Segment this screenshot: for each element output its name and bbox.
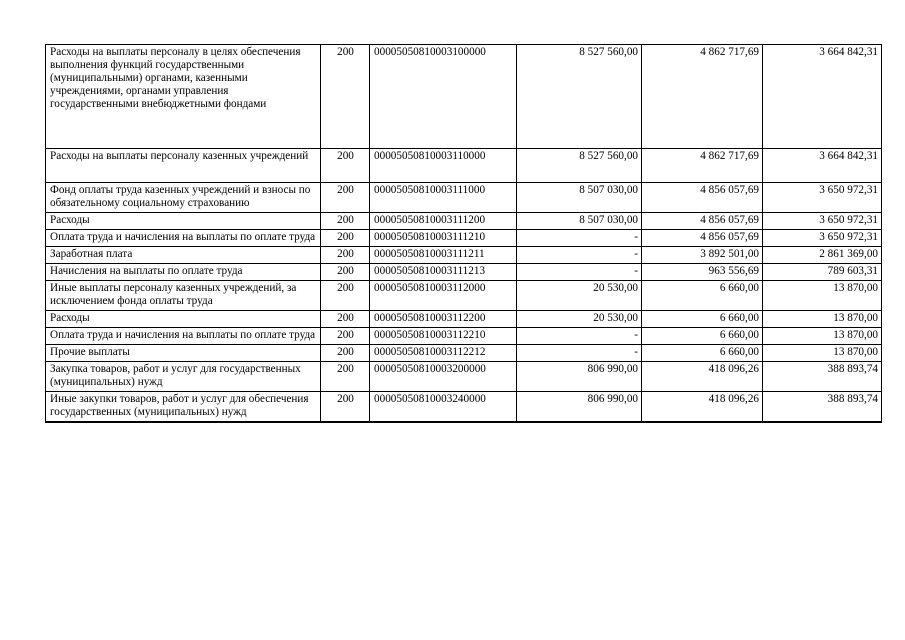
table-row <box>46 311 882 328</box>
row-executed-cell: 963 556,69 <box>642 264 763 281</box>
table-row <box>46 328 882 345</box>
row-approved-cell: 8 507 030,00 <box>517 183 642 213</box>
row-code-cell: 200 <box>321 247 370 264</box>
row-executed-cell: 4 856 057,69 <box>642 183 763 213</box>
table-row <box>46 345 882 362</box>
row-unexecuted-cell: 3 650 972,31 <box>763 230 882 247</box>
row-approved-cell: 8 527 560,00 <box>517 149 642 183</box>
row-code-cell: 200 <box>321 311 370 328</box>
row-executed-cell: 418 096,26 <box>642 362 763 392</box>
row-approved-cell: - <box>517 345 642 362</box>
row-name-cell: Оплата труда и начисления на выплаты по оплате труда <box>46 328 321 345</box>
table-row <box>46 183 882 213</box>
row-code-cell: 200 <box>321 328 370 345</box>
table-row <box>46 45 882 149</box>
row-kbk-cell: 00005050810003200000 <box>370 362 517 392</box>
row-kbk-cell: 00005050810003112000 <box>370 281 517 311</box>
row-executed-cell: 4 862 717,69 <box>642 149 763 183</box>
row-executed-cell: 6 660,00 <box>642 328 763 345</box>
row-unexecuted-cell: 13 870,00 <box>763 345 882 362</box>
row-kbk-cell: 00005050810003111213 <box>370 264 517 281</box>
row-name-cell: Фонд оплаты труда казенных учреждений и взносы по обязательному социальному страхованию <box>46 183 321 213</box>
row-executed-cell: 6 660,00 <box>642 311 763 328</box>
row-kbk-cell: 00005050810003100000 <box>370 45 517 149</box>
row-code-cell: 200 <box>321 264 370 281</box>
row-unexecuted-cell: 3 664 842,31 <box>763 149 882 183</box>
row-code-cell: 200 <box>321 45 370 149</box>
table-row <box>46 362 882 392</box>
row-name-cell: Прочие выплаты <box>46 345 321 362</box>
row-name-cell: Расходы на выплаты персоналу в целях обеспечения выполнения функций государственными (муниципальными) органами, казенными учреждениями, органами управления государственными внебюджетными фондами <box>46 45 321 149</box>
row-kbk-cell: 00005050810003111000 <box>370 183 517 213</box>
row-executed-cell: 4 856 057,69 <box>642 230 763 247</box>
row-code-cell: 200 <box>321 392 370 423</box>
row-name-cell: Иные закупки товаров, работ и услуг для обеспечения государственных (муниципальных) нужд <box>46 392 321 423</box>
row-executed-cell: 6 660,00 <box>642 345 763 362</box>
row-unexecuted-cell: 3 664 842,31 <box>763 45 882 149</box>
table-row <box>46 264 882 281</box>
row-code-cell: 200 <box>321 213 370 230</box>
row-approved-cell: 20 530,00 <box>517 311 642 328</box>
table-row <box>46 247 882 264</box>
row-approved-cell: - <box>517 328 642 345</box>
row-approved-cell: - <box>517 247 642 264</box>
row-kbk-cell: 00005050810003112212 <box>370 345 517 362</box>
row-approved-cell: - <box>517 264 642 281</box>
row-name-cell: Расходы <box>46 213 321 230</box>
row-approved-cell: 20 530,00 <box>517 281 642 311</box>
row-name-cell: Расходы <box>46 311 321 328</box>
row-unexecuted-cell: 789 603,31 <box>763 264 882 281</box>
row-unexecuted-cell: 13 870,00 <box>763 281 882 311</box>
row-executed-cell: 4 862 717,69 <box>642 45 763 149</box>
row-code-cell: 200 <box>321 281 370 311</box>
table-row <box>46 213 882 230</box>
row-approved-cell: 8 527 560,00 <box>517 45 642 149</box>
row-code-cell: 200 <box>321 149 370 183</box>
row-code-cell: 200 <box>321 345 370 362</box>
row-executed-cell: 6 660,00 <box>642 281 763 311</box>
expenditure-table-body <box>46 45 882 423</box>
row-name-cell: Иные выплаты персоналу казенных учреждений, за исключением фонда оплаты труда <box>46 281 321 311</box>
row-unexecuted-cell: 388 893,74 <box>763 362 882 392</box>
row-kbk-cell: 00005050810003111210 <box>370 230 517 247</box>
row-kbk-cell: 00005050810003112210 <box>370 328 517 345</box>
row-name-cell: Закупка товаров, работ и услуг для государственных (муниципальных) нужд <box>46 362 321 392</box>
row-name-cell: Расходы на выплаты персоналу казенных учреждений <box>46 149 321 183</box>
table-row <box>46 281 882 311</box>
row-unexecuted-cell: 3 650 972,31 <box>763 183 882 213</box>
row-approved-cell: 806 990,00 <box>517 392 642 423</box>
row-kbk-cell: 00005050810003111211 <box>370 247 517 264</box>
row-executed-cell: 4 856 057,69 <box>642 213 763 230</box>
report-page <box>45 44 881 423</box>
table-row <box>46 392 882 423</box>
row-code-cell: 200 <box>321 230 370 247</box>
row-name-cell: Начисления на выплаты по оплате труда <box>46 264 321 281</box>
row-unexecuted-cell: 2 861 369,00 <box>763 247 882 264</box>
row-unexecuted-cell: 388 893,74 <box>763 392 882 423</box>
row-unexecuted-cell: 13 870,00 <box>763 311 882 328</box>
expenditure-table <box>45 44 882 423</box>
row-unexecuted-cell: 13 870,00 <box>763 328 882 345</box>
row-name-cell: Оплата труда и начисления на выплаты по оплате труда <box>46 230 321 247</box>
table-row <box>46 230 882 247</box>
table-row <box>46 149 882 183</box>
row-approved-cell: - <box>517 230 642 247</box>
row-executed-cell: 3 892 501,00 <box>642 247 763 264</box>
row-kbk-cell: 00005050810003240000 <box>370 392 517 423</box>
row-approved-cell: 8 507 030,00 <box>517 213 642 230</box>
row-kbk-cell: 00005050810003111200 <box>370 213 517 230</box>
row-unexecuted-cell: 3 650 972,31 <box>763 213 882 230</box>
row-kbk-cell: 00005050810003112200 <box>370 311 517 328</box>
row-executed-cell: 418 096,26 <box>642 392 763 423</box>
row-code-cell: 200 <box>321 362 370 392</box>
row-code-cell: 200 <box>321 183 370 213</box>
row-name-cell: Заработная плата <box>46 247 321 264</box>
row-kbk-cell: 00005050810003110000 <box>370 149 517 183</box>
row-approved-cell: 806 990,00 <box>517 362 642 392</box>
